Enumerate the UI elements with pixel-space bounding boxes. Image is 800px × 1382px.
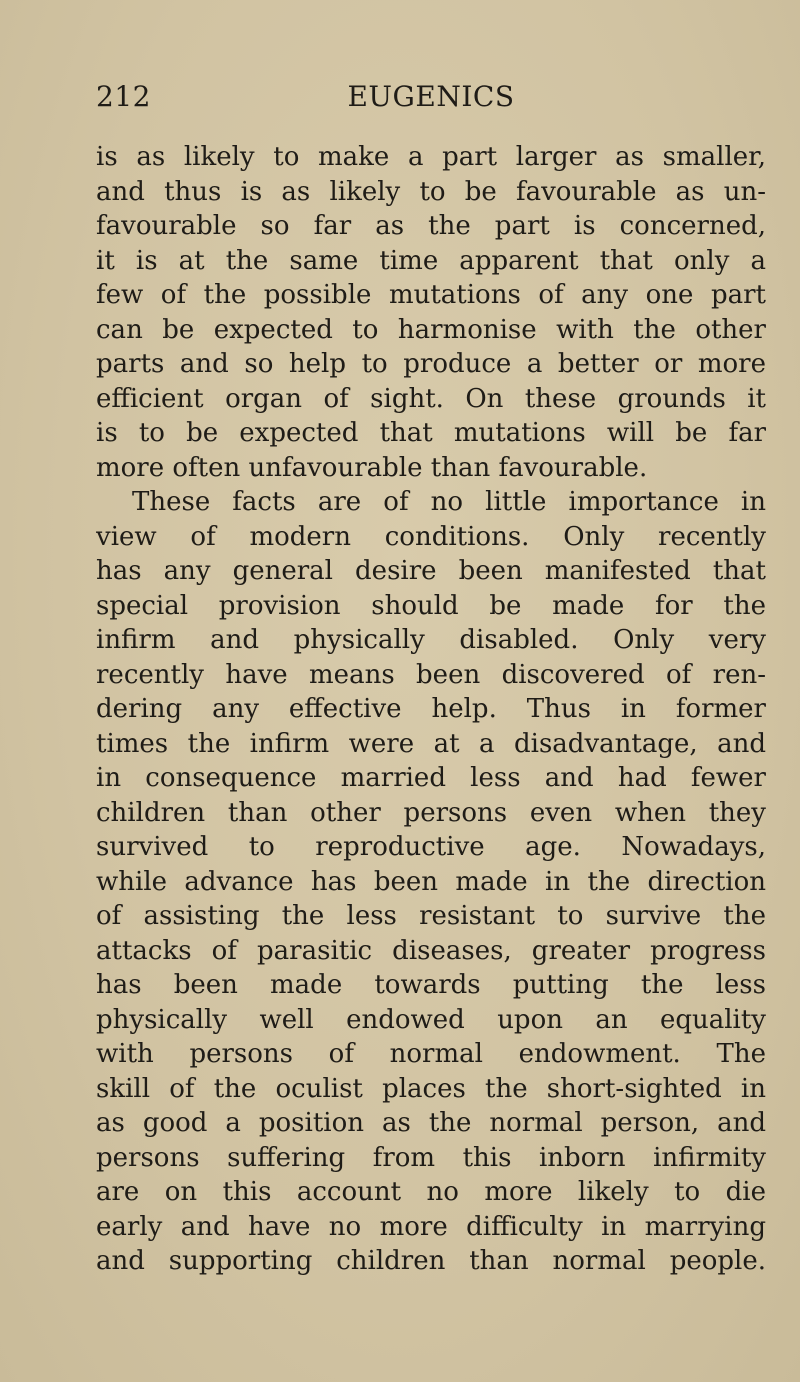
text-line: is to be expected that mutations will be far xyxy=(96,418,766,448)
running-head xyxy=(96,80,766,120)
body-text xyxy=(96,140,766,1279)
text-line: special provision should be made for the xyxy=(96,590,766,621)
text-line: more often unfavourable than favourable. xyxy=(96,452,648,483)
text-line: is as likely to make a part larger as smaller, xyxy=(96,142,766,172)
text-line: in consequence married less and had fewer xyxy=(96,763,766,793)
text-line: infirm and physically disabled. Only very xyxy=(96,625,766,655)
text-line: physically well endowed upon an equality xyxy=(96,1004,766,1035)
text-line: dering any effective help. Thus in former xyxy=(96,694,766,724)
text-line: efficient organ of sight. On these grounds it xyxy=(96,383,766,414)
book-title: EUGENICS xyxy=(347,80,515,113)
text-line: children than other persons even when they xyxy=(96,797,766,828)
text-line: few of the possible mutations of any one part xyxy=(96,280,766,310)
page-number: 212 xyxy=(96,80,151,113)
text-line: and supporting children than normal people. xyxy=(96,1246,766,1276)
text-line: as good a position as the normal person, and xyxy=(96,1108,766,1138)
text-line: persons suffering from this inborn infirmity xyxy=(96,1142,766,1173)
text-line: attacks of parasitic diseases, greater progress xyxy=(96,935,766,966)
text-line: skill of the oculist places the short-sighted in xyxy=(96,1073,766,1104)
text-line: parts and so help to produce a better or more xyxy=(96,349,766,379)
text-line: can be expected to harmonise with the other xyxy=(96,314,766,345)
text-line: recently have means been discovered of ren- xyxy=(96,659,766,690)
text-line: with persons of normal endowment. The xyxy=(96,1039,766,1069)
text-line: view of modern conditions. Only recently xyxy=(96,521,766,552)
text-line: and thus is as likely to be favourable as un- xyxy=(96,176,766,207)
text-line: has any general desire been manifested that xyxy=(96,556,766,586)
text-line: early and have no more difficulty in marrying xyxy=(96,1211,766,1242)
text-line: of assisting the less resistant to survive the xyxy=(96,901,766,931)
text-line: These facts are of no little importance in xyxy=(132,487,766,517)
text-line: are on this account no more likely to die xyxy=(96,1177,766,1207)
text-line: has been made towards putting the less xyxy=(96,970,766,1000)
text-line: it is at the same time apparent that only a xyxy=(96,245,766,276)
text-line: times the infirm were at a disadvantage, and xyxy=(96,728,766,759)
text-line: while advance has been made in the direction xyxy=(96,866,766,897)
text-line: favourable so far as the part is concerned, xyxy=(96,211,766,241)
text-line: survived to reproductive age. Nowadays, xyxy=(96,832,766,862)
